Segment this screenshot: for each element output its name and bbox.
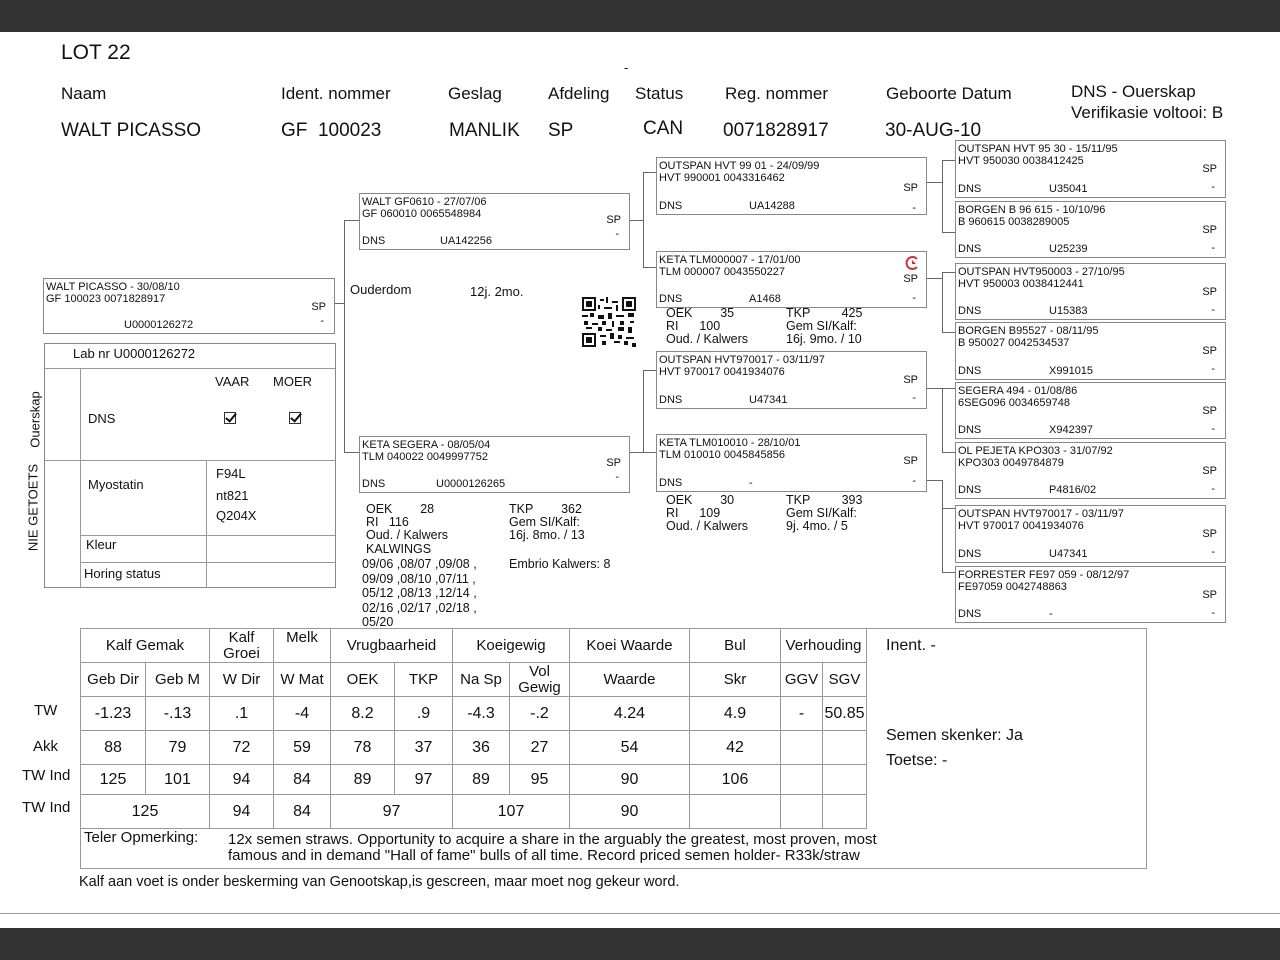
cell (781, 795, 823, 829)
subject-code: U0000126272 (124, 319, 194, 331)
line (942, 572, 956, 573)
nie-getoets-label: NIE GETOETS (25, 463, 41, 552)
dam-embrio: Embrio Kalwers: 8 (509, 557, 611, 571)
cell: 84 (274, 765, 331, 795)
cell: 78 (331, 731, 395, 765)
kleur-label: Kleur (86, 537, 117, 552)
grp-koei-waarde: Koei Waarde (570, 629, 690, 663)
cell (781, 731, 823, 765)
line (643, 370, 644, 452)
hdr-geslag: Geslag (448, 84, 502, 103)
vaar-check-icon (224, 412, 236, 424)
sub-sgv: SGV (823, 663, 867, 697)
dash-mark: - (624, 60, 629, 75)
hdr-reg: Reg. nommer (725, 84, 828, 103)
sub-tkp: TKP (395, 663, 453, 697)
dam-ident: TLM 040022 0049997752 (362, 451, 488, 463)
dam-oud-label: Oud. / Kalwers (366, 528, 448, 542)
gp2-gem: Gem SI/Kalf: (786, 319, 857, 333)
cell: 94 (210, 765, 274, 795)
ggp-box-7 (955, 505, 1226, 563)
qr-code (582, 297, 636, 347)
line (334, 303, 344, 304)
ggp-box-1 (955, 140, 1226, 198)
ggp-ident: HVT 950003 0038412441 (958, 278, 1084, 290)
genetics-table (80, 628, 867, 829)
ggp-sp: SP (1202, 163, 1217, 175)
ggp-ident: 6SEG096 0034659748 (958, 397, 1070, 409)
row-tw (81, 697, 867, 731)
grp-vrugbaarheid: Vrugbaarheid (331, 629, 453, 663)
grp-koeigewig: Koeigewig (453, 629, 570, 663)
ggp-dash: - (1211, 363, 1215, 375)
cell: 36 (453, 731, 510, 765)
line (344, 220, 345, 452)
val-geslag: MANLIK (449, 120, 520, 141)
ggp-sp: SP (1202, 528, 1217, 540)
toetse: Toetse: - (886, 752, 948, 769)
gp-dash: - (912, 292, 916, 304)
ggp-title: OUTSPAN HVT970017 - 03/11/97 (958, 508, 1124, 520)
ggp-title: OUTSPAN HVT950003 - 27/10/95 (958, 266, 1125, 278)
row-label-tw: TW (34, 702, 58, 719)
cell: -.2 (510, 697, 570, 731)
dam-gem: Gem SI/Kalf: (509, 515, 580, 529)
ggp-sp: SP (1202, 345, 1217, 357)
lab-moer: MOER (273, 374, 312, 389)
sire-dns: DNS (362, 235, 386, 247)
ggp-dns: DNS (958, 243, 982, 255)
row-twind (81, 765, 867, 795)
dam-title: KETA SEGERA - 08/05/04 (362, 439, 491, 451)
grp-kalf-gemak: Kalf Gemak (81, 629, 210, 663)
cell: -4 (274, 697, 331, 731)
grp-bul: Bul (690, 629, 781, 663)
line (942, 452, 956, 453)
ggp-title: BORGEN B 96 615 - 10/10/96 (958, 204, 1106, 216)
grp-verhouding: Verhouding (781, 629, 867, 663)
dam-oek: OEK 28 (366, 502, 435, 516)
gp2-oud: 16j. 9mo. / 10 (786, 332, 862, 346)
line (643, 370, 657, 371)
line (942, 160, 943, 232)
val-afdeling: SP (548, 120, 574, 141)
gp-code: U47341 (749, 394, 788, 406)
teler-label: Teler Opmerking: (84, 829, 199, 846)
val-geboorte: 30-AUG-10 (885, 120, 982, 141)
grp-kalf-groei: Kalf Groei (210, 629, 274, 663)
val-reg: 0071828917 (723, 120, 829, 141)
cell: 88 (81, 731, 146, 765)
line (344, 452, 360, 453)
gp-dns: DNS (659, 477, 683, 489)
sire-sp: SP (606, 214, 621, 226)
gp-ident: HVT 970017 0041934076 (659, 366, 785, 378)
hdr-afdeling: Afdeling (548, 84, 610, 103)
gp-title: KETA TLM010010 - 28/10/01 (659, 437, 801, 449)
gp-sp: SP (903, 374, 918, 386)
cell (823, 731, 867, 765)
cell: 4.9 (690, 697, 781, 731)
hdr-status: Status (635, 84, 684, 103)
gp2-oud-label: Oud. / Kalwers (666, 332, 748, 346)
cell (690, 795, 781, 829)
ggp-code: U15383 (1049, 305, 1088, 317)
cell: 84 (274, 795, 331, 829)
cell: 97 (331, 795, 453, 829)
ggp-box-4 (955, 322, 1226, 380)
val-status: CAN (643, 118, 684, 139)
sub-w-mat: W Mat (274, 663, 331, 697)
ggp-ident: HVT 970017 0041934076 (958, 520, 1084, 532)
cell (823, 765, 867, 795)
sire-box (359, 193, 630, 250)
val-naam: WALT PICASSO (61, 120, 202, 141)
ggp-code: U25239 (1049, 243, 1088, 255)
ggp-ident: B 950027 0042534537 (958, 337, 1070, 349)
ggp-dns: DNS (958, 305, 982, 317)
gp-sp: SP (903, 455, 918, 467)
hdr-naam: Naam (61, 84, 107, 103)
cell: 8.2 (331, 697, 395, 731)
cell: 90 (570, 795, 690, 829)
line (926, 480, 942, 481)
line (942, 232, 956, 233)
gp-dash: - (912, 202, 916, 214)
ggp-title: OL PEJETA KPO303 - 31/07/92 (958, 445, 1113, 457)
dam-sp: SP (606, 457, 621, 469)
gp2-oek: OEK 35 (666, 306, 735, 320)
sub-geb-m: Geb M (146, 663, 210, 697)
line (643, 172, 644, 267)
subject-title: WALT PICASSO - 30/08/10 (46, 281, 180, 293)
line (629, 220, 643, 221)
sub-w-dir: W Dir (210, 663, 274, 697)
dam-tkp: TKP 362 (509, 502, 582, 516)
cell (823, 795, 867, 829)
dam-ri: RI 116 (366, 515, 409, 529)
line (942, 272, 943, 332)
dam-kalwings: 09/06 ,08/07 ,09/08 , 09/09 ,08/10 ,07/11 , 05/12 ,08/13 ,12/14 , 02/16 ,02/17 ,02/18 , 05/20 (362, 557, 477, 629)
sub-skr: Skr (690, 663, 781, 697)
lab-vaar: VAAR (215, 374, 250, 389)
ggp-code: X942397 (1049, 424, 1094, 436)
sire-ident: GF 060010 0065548984 (362, 208, 482, 220)
cell: .9 (395, 697, 453, 731)
line (926, 388, 942, 389)
ggp-dash: - (1211, 181, 1215, 193)
ggp-sp: SP (1202, 286, 1217, 298)
cell: 97 (395, 765, 453, 795)
myo-q204x: Q204X (216, 508, 257, 523)
ggp-dash: - (1211, 423, 1215, 435)
row-label-akk: Akk (33, 738, 59, 755)
ouerskap-label: Ouerskap (27, 391, 43, 448)
subject-box (43, 278, 335, 334)
myostatin-label: Myostatin (88, 477, 144, 492)
gp-dns: DNS (659, 200, 683, 212)
ggp-ident: KPO303 0049784879 (958, 457, 1064, 469)
gp-sp: SP (903, 182, 918, 194)
bottom-bar (0, 928, 1280, 960)
gp-ident: TLM 010010 0045845856 (659, 449, 785, 461)
line (344, 220, 360, 221)
hdr-verifikasie: Verifikasie voltooi: B (1071, 103, 1224, 122)
sub-na-sp: Na Sp (453, 663, 510, 697)
ggp-title: SEGERA 494 - 01/08/86 (958, 385, 1078, 397)
top-bar (0, 0, 1280, 32)
subject-sp: SP (311, 301, 326, 313)
ggp-box-3 (955, 263, 1226, 320)
gp-code: - (749, 477, 753, 489)
line (926, 182, 942, 183)
subject-dash: - (320, 315, 324, 327)
gp-ident: HVT 990001 0043316462 (659, 172, 785, 184)
moer-check-icon (289, 412, 301, 424)
gp4-oek: OEK 30 (666, 493, 735, 507)
gp-dash: - (912, 475, 916, 487)
myo-nt821: nt821 (216, 488, 249, 503)
hdr-ident: Ident. nommer (281, 84, 391, 103)
teler-text: 12x semen straws. Opportunity to acquire a share in the arguably the greatest, most proven, most famous and in demand "Hall of fame" bulls of all time. Record priced semen holder- R33k/straw (228, 831, 877, 864)
sire-title: WALT GF0610 - 27/07/06 (362, 196, 487, 208)
ggp-box-6 (955, 442, 1226, 499)
line (629, 452, 643, 453)
ouderdom-value: 12j. 2mo. (470, 284, 524, 299)
cell: 79 (146, 731, 210, 765)
gp-title: OUTSPAN HVT970017 - 03/11/97 (659, 354, 825, 366)
ggp-dns: DNS (958, 548, 982, 560)
cell: 125 (81, 795, 210, 829)
dam-oud: 16j. 8mo. / 13 (509, 528, 585, 542)
cell: 106 (690, 765, 781, 795)
gp2-tkp: TKP 425 (786, 306, 863, 320)
gp4-oud-label: Oud. / Kalwers (666, 519, 748, 533)
cell: 125 (81, 765, 146, 795)
cell: 94 (210, 795, 274, 829)
ggp-dash: - (1211, 483, 1215, 495)
line (942, 480, 943, 572)
ggp-box-8 (955, 566, 1226, 623)
ggp-ident: B 960615 0038289005 (958, 216, 1070, 228)
ggp-box-2 (955, 201, 1226, 258)
cell: 42 (690, 731, 781, 765)
cell: 54 (570, 731, 690, 765)
gp-sp: SP (903, 273, 918, 285)
ggp-ident: HVT 950030 0038412425 (958, 155, 1084, 167)
ggp-code: U47341 (1049, 548, 1088, 560)
ggp-ident: FE97059 0042748863 (958, 581, 1067, 593)
dam-code: U0000126265 (436, 478, 506, 490)
cell: 89 (331, 765, 395, 795)
cell: 95 (510, 765, 570, 795)
lab-nr: Lab nr U0000126272 (73, 346, 196, 361)
gp-dash: - (912, 392, 916, 404)
line (643, 267, 657, 268)
ouderdom-label: Ouderdom (350, 282, 412, 297)
ggp-code: - (1049, 608, 1053, 620)
ggp-sp: SP (1202, 224, 1217, 236)
line (643, 452, 657, 453)
row-akk (81, 731, 867, 765)
line (643, 172, 657, 173)
cell: 101 (146, 765, 210, 795)
cell: 90 (570, 765, 690, 795)
lot-number: LOT 22 (61, 41, 131, 64)
logo-icon (904, 255, 920, 271)
gp-title: KETA TLM000007 - 17/01/00 (659, 254, 801, 266)
inent: Inent. - (886, 637, 936, 654)
sub-waarde: Waarde (570, 663, 690, 697)
gp-code: A1468 (749, 293, 781, 305)
line (942, 388, 943, 452)
cell: -1.23 (81, 697, 146, 731)
cell: .1 (210, 697, 274, 731)
cell: 107 (453, 795, 570, 829)
horing-label: Horing status (84, 566, 161, 581)
dam-box (359, 436, 630, 493)
sub-oek: OEK (331, 663, 395, 697)
gp2-ri: RI 100 (666, 319, 721, 333)
myo-f94l: F94L (216, 466, 246, 481)
cell: 72 (210, 731, 274, 765)
cell: 27 (510, 731, 570, 765)
val-ident: GF 100023 (281, 120, 382, 141)
cell: 89 (453, 765, 510, 795)
sub-geb-dir: Geb Dir (81, 663, 146, 697)
sub-ggv: GGV (781, 663, 823, 697)
cell: -.13 (146, 697, 210, 731)
ggp-code: U35041 (1049, 183, 1088, 195)
gp-box-3 (656, 351, 927, 409)
subject-ident: GF 100023 0071828917 (46, 293, 166, 305)
ggp-dns: DNS (958, 608, 982, 620)
gp4-gem: Gem SI/Kalf: (786, 506, 857, 520)
ggp-dash: - (1211, 546, 1215, 558)
row-twind-2 (81, 795, 867, 829)
ggp-dns: DNS (958, 183, 982, 195)
line (942, 508, 956, 509)
lab-dns: DNS (88, 411, 116, 426)
ggp-dash: - (1211, 607, 1215, 619)
gp-box-4 (656, 434, 927, 492)
gp-box-2 (656, 251, 927, 308)
cell: - (781, 697, 823, 731)
cell: -4.3 (453, 697, 510, 731)
dam-dash: - (615, 471, 619, 483)
line (926, 278, 942, 279)
cell: 59 (274, 731, 331, 765)
hdr-geboorte: Geboorte Datum (886, 84, 1012, 103)
ggp-dash: - (1211, 304, 1215, 316)
ggp-title: FORRESTER FE97 059 - 08/12/97 (958, 569, 1130, 581)
dam-kalwings-label: KALWINGS (366, 542, 432, 556)
gp4-ri: RI 109 (666, 506, 721, 520)
line (942, 388, 956, 389)
ggp-sp: SP (1202, 465, 1217, 477)
gp4-tkp: TKP 393 (786, 493, 863, 507)
dam-dns: DNS (362, 478, 386, 490)
line (942, 160, 956, 161)
ggp-title: BORGEN B95527 - 08/11/95 (958, 325, 1099, 337)
cell (781, 765, 823, 795)
line (942, 332, 956, 333)
ggp-code: X991015 (1049, 365, 1094, 377)
ggp-dns: DNS (958, 365, 982, 377)
line (942, 272, 956, 273)
ggp-dash: - (1211, 242, 1215, 254)
row-label-twind: TW Ind (22, 767, 71, 784)
cell: 4.24 (570, 697, 690, 731)
hdr-dns: DNS - Ouerskap (1071, 82, 1196, 101)
footer-note: Kalf aan voet is onder beskerming van Genootskap,is gescreen, maar moet nog gekeur word. (79, 874, 680, 890)
gp-dns: DNS (659, 293, 683, 305)
cell: 37 (395, 731, 453, 765)
ggp-sp: SP (1202, 405, 1217, 417)
gp-code: UA14288 (749, 200, 795, 212)
sire-code: UA142256 (440, 235, 492, 247)
cell: 50.85 (823, 697, 867, 731)
ggp-sp: SP (1202, 589, 1217, 601)
ggp-title: OUTSPAN HVT 95 30 - 15/11/95 (958, 143, 1118, 155)
ggp-dns: DNS (958, 484, 982, 496)
row-label-twind-2: TW Ind (22, 799, 71, 816)
ggp-code: P4816/02 (1049, 484, 1097, 496)
gp-box-1 (656, 157, 927, 215)
sub-vol-gewig: Vol Gewig (510, 663, 570, 697)
ggp-dns: DNS (958, 424, 982, 436)
grp-melk: Melk (274, 629, 331, 663)
sire-dash: - (615, 228, 619, 240)
semen-skenker: Semen skenker: Ja (886, 727, 1023, 744)
gp4-oud: 9j. 4mo. / 5 (786, 519, 848, 533)
gp-ident: TLM 000007 0043550227 (659, 266, 785, 278)
ggp-box-5 (955, 382, 1226, 439)
gp-dns: DNS (659, 394, 683, 406)
gp-title: OUTSPAN HVT 99 01 - 24/09/99 (659, 160, 820, 172)
sheet-edge (0, 913, 1280, 914)
